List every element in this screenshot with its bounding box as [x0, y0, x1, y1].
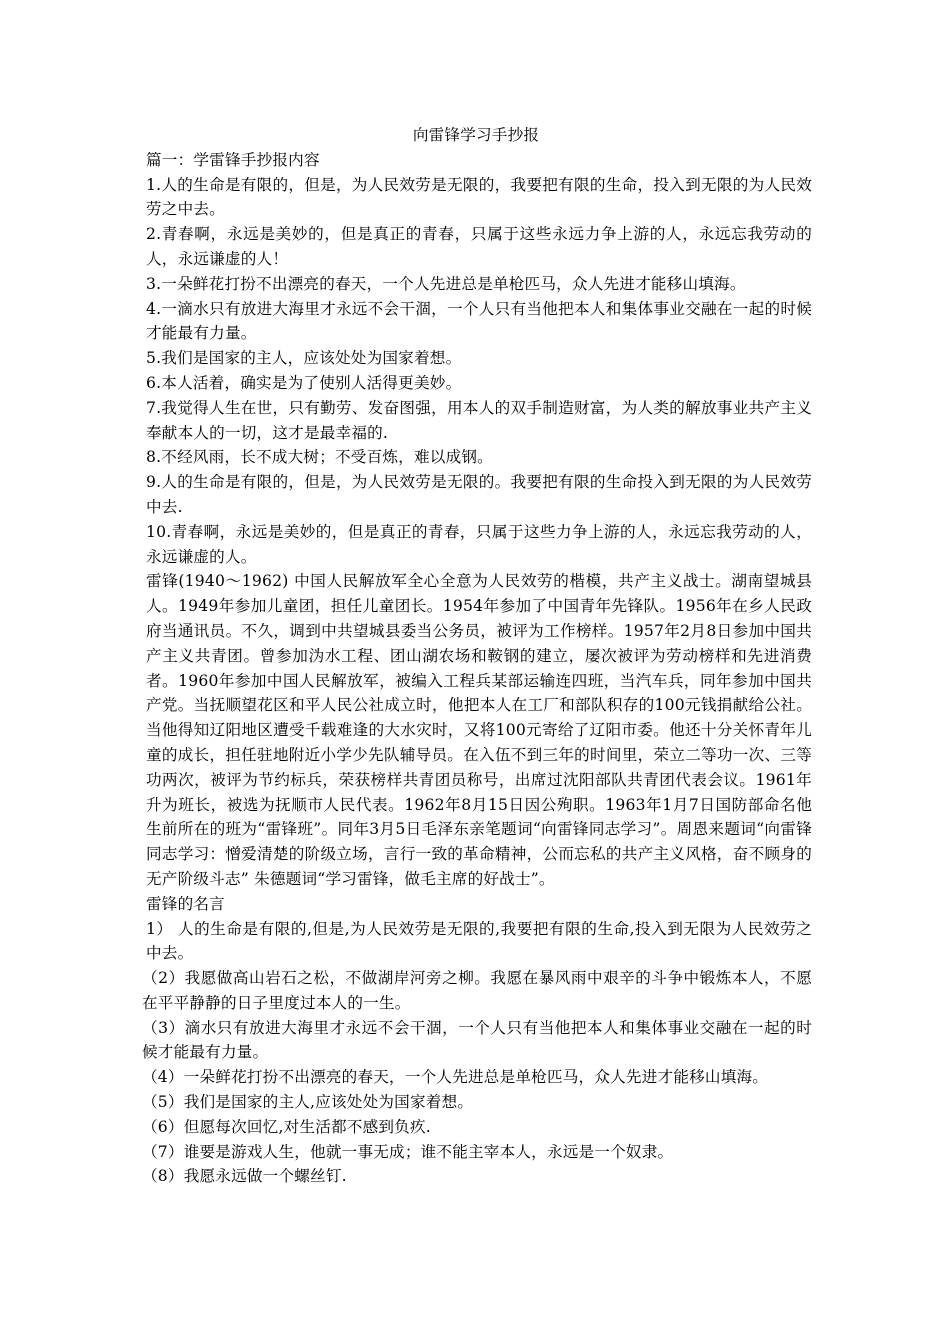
quote-item: （3）滴水只有放进大海里才永远不会干涸，一个人只有当他把本人和集体事业交融在一起的时候才能最有力量。: [142, 1018, 812, 1062]
quotes-heading: 雷锋的名言: [146, 894, 225, 913]
list-item: 5.我们是国家的主人，应该处处为国家着想。: [146, 349, 462, 368]
list-item: 2.青春啊，永远是美妙的，但是真正的青春，只属于这些永远力争上游的人，永远忘我劳动的人，永远谦虚的人！: [146, 225, 812, 268]
biography-paragraph: 雷锋(1940～1962) 中国人民解放军全心全意为人民效劳的楷模，共产主义战士。湖南望城县人。1949年参加儿童团，担任儿童团长。1954年参加了中国青年先锋队。1956年在乡人民政府当通讯员。不久，调到中共望城县委当公务员，被评为工作榜样。1957年2月8日参加中国共产主义共青团。曾参加沩水工程、团山湖农场和鞍钢的建立，屡次被评为劳动榜样和先进消费者。1960年参加中国人民解放军，被编入工程兵某部运输连四班，当汽车兵，同年参加中国共产党。当抚顺望花区和平人民公社成立时，他把本人在工厂和部队积存的100元钱捐献给公社。当他得知辽阳地区遭受千载难逢的大水灾时，又将100元寄给了辽阳市委。他还十分关怀青年儿童的成长，担任驻地附近小学少先队辅导员。在入伍不到三年的时间里，荣立二等功一次、三等功两次，被评为节约标兵，荣获榜样共青团员称号，出席过沈阳部队共青团代表会议。1961年升为班长，被选为抚顺市人民代表。1962年8月15日因公殉职。1963年1月7日国防部命名他生前所在的班为“雷锋班”。同年3月5日毛泽东亲笔题词“向雷锋同志学习”。周恩来题词“向雷锋同志学习：憎爱清楚的阶级立场，言行一致的革命精神，公而忘私的共产主义风格，奋不顾身的无产阶级斗志” 朱德题词“学习雷锋，做毛主席的好战士”。: [146, 572, 812, 888]
quote-item: （2）我愿做高山岩石之松，不做湖岸河旁之柳。我愿在暴风雨中艰辛的斗争中锻炼本人，不愿在平平静静的日子里度过本人的一生。: [142, 969, 812, 1012]
list-item: 6.本人活着，确实是为了使别人活得更美妙。: [146, 373, 462, 392]
quote-item: （4）一朵鲜花打扮不出漂亮的春天，一个人先进总是单枪匹马，众人先进才能移山填海。: [142, 1068, 769, 1087]
list-item: 3.一朵鲜花打扮不出漂亮的春天，一个人先进总是单枪匹马，众人先进才能移山填海。: [146, 274, 746, 293]
list-item: 9.人的生命是有限的，但是，为人民效劳是无限的。我要把有限的生命投入到无限的为人民效劳中去.: [146, 473, 812, 516]
quote-item: （5）我们是国家的主人,应该处处为国家着想。: [142, 1093, 474, 1112]
list-item: 8.不经风雨，长不成大树；不受百炼，难以成钢。: [146, 448, 493, 467]
list-item: 10.青春啊，永远是美妙的，但是真正的青春，只属于这些力争上游的人，永远忘我劳动的人，永远谦虚的人。: [146, 522, 812, 566]
quote-item: （7）谁要是游戏人生，他就一事无成；谁不能主宰本人，永远是一个奴隶。: [142, 1142, 674, 1161]
section-heading: 篇一：学雷锋手抄报内容: [146, 150, 320, 169]
quote-item: （6）但愿每次回忆,对生活都不感到负疚.: [142, 1117, 431, 1136]
quote-item: （8）我愿永远做一个螺丝钉.: [142, 1167, 347, 1186]
list-item: 4.一滴水只有放进大海里才永远不会干涸，一个人只有当他把本人和集体事业交融在一起的时候才能最有力量。: [146, 299, 812, 343]
quote-item: 1） 人的生命是有限的,但是,为人民效劳是无限的,我要把有限的生命,投入到无限为人民效劳之中去。: [146, 919, 812, 963]
document-title: 向雷锋学习手抄报: [412, 126, 540, 144]
document-body: [140, 123, 812, 1189]
list-item: 7.我觉得人生在世，只有勤劳、发奋图强，用本人的双手制造财富，为人类的解放事业共产主义奉献本人的一切，这才是最幸福的.: [146, 398, 812, 442]
list-item: 1.人的生命是有限的，但是，为人民效劳是无限的，我要把有限的生命，投入到无限的为人民效劳之中去。: [146, 175, 812, 219]
